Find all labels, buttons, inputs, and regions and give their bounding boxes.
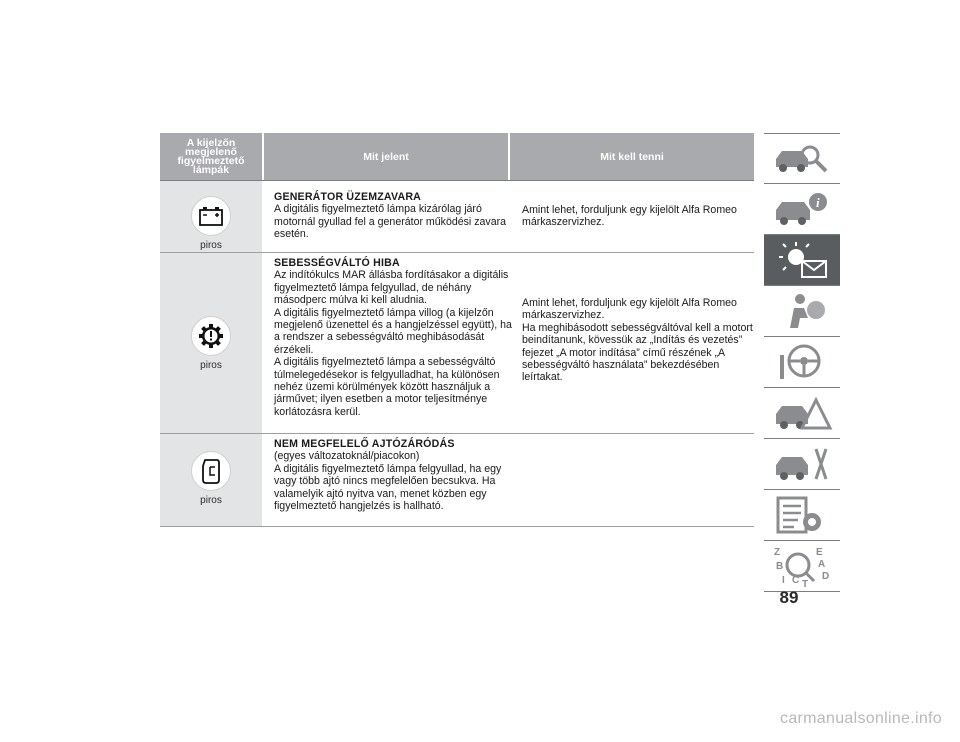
row-3-meaning-line: vagy több ajtó nincs megfelelően becsukva. Ha: [274, 475, 496, 488]
row-3-color: piros: [200, 495, 222, 506]
row-2-action-line: Amint lehet, forduljunk egy kijelölt Alfa Romeo: [522, 297, 737, 309]
row-2-meaning-line: a rendszer a sebességváltó meghibásodását: [274, 331, 485, 344]
page-number: 89: [779, 588, 799, 607]
row-3-meaning-line: (egyes változatoknál/piacokon): [274, 450, 420, 463]
row-1-meaning-line: esetén.: [274, 228, 309, 241]
tab-car-info[interactable]: [764, 184, 840, 235]
tab-technical-data[interactable]: [764, 490, 840, 541]
row-2-title: SEBESSÉGVÁLTÓ HIBA: [274, 257, 400, 269]
car-tools-icon: [770, 443, 834, 485]
svg-text:i: i: [816, 195, 820, 210]
row-2-meaning-line: A digitális figyelmeztető lámpa a sebességváltó: [274, 356, 496, 369]
row-1-meaning: [274, 191, 512, 241]
row-2-meaning-line: másodperc múlva ki kell aludnia.: [274, 294, 428, 307]
row-2-meaning-line: megjelenő üzenettel és a hangjelzéssel együtt), ha: [274, 319, 512, 332]
svg-text:B: B: [776, 561, 784, 572]
row-3-meaning-line: valamelyik ajtó nyitva van, menet közben egy: [274, 487, 487, 500]
row-2-meaning-line: korlátozásra kerül.: [274, 405, 361, 418]
checklist-gear-icon: [770, 494, 834, 536]
header-action: Mit kell tenni: [510, 133, 754, 180]
row-1-meaning-line: A digitális figyelmeztető lámpa kizárólag járó: [274, 203, 482, 216]
alphabet-index-icon: [770, 545, 834, 587]
tab-index[interactable]: [764, 541, 840, 592]
row-1-action: [522, 204, 746, 229]
svg-text:T: T: [802, 579, 809, 587]
row-2-meaning: [274, 257, 512, 418]
svg-text:C: C: [792, 575, 800, 586]
svg-text:I: I: [782, 575, 785, 586]
car-info-icon: [770, 188, 834, 230]
svg-text:D: D: [822, 571, 830, 582]
row-2-action: [522, 297, 753, 384]
row-1-color: piros: [200, 240, 222, 251]
row-1-meaning-line: motornál gyullad fel a generátor működési zavara: [274, 215, 507, 228]
row-divider: [160, 433, 754, 434]
row-2-meaning-line: Az indítókulcs MAR állásba fordításakor a digitális: [274, 269, 509, 282]
row-2-meaning-line: A digitális figyelmeztető lámpa villog (a kijelzőn: [274, 306, 494, 319]
tab-warning-lights[interactable]: [764, 235, 840, 286]
airbag-person-icon: [770, 290, 834, 332]
row-2-meaning-line: járművet; ilyen esetben a motor teljesítménye: [274, 393, 488, 406]
watermark: carmanualsonline.info: [780, 710, 942, 727]
light-envelope-icon: [770, 239, 834, 281]
car-wrench-icon: [770, 137, 834, 179]
row-2-action-line: sebességváltó használata” bekezdésében: [522, 359, 720, 372]
tab-maintenance[interactable]: [764, 439, 840, 490]
row-2-meaning-line: érzékeli.: [274, 343, 314, 356]
header-warning-lights: A kijelzőn megjelenő figyelmeztető lámpák: [160, 133, 262, 180]
tab-emergency[interactable]: [764, 388, 840, 439]
row-2-icon-cell: [160, 316, 262, 371]
row-2-color: piros: [200, 360, 222, 371]
row-2-action-line: fejezet „A motor indítása” című részének „A: [522, 346, 726, 359]
header-meaning: Mit jelent: [264, 133, 508, 180]
svg-text:A: A: [818, 559, 826, 570]
tab-driving[interactable]: [764, 337, 840, 388]
row-3-meaning-line: A digitális figyelmeztető lámpa felgyullad, ha egy: [274, 462, 502, 475]
row-2-meaning-line: figyelmeztető lámpa felgyullad, de néhány: [274, 281, 472, 294]
svg-text:E: E: [816, 547, 823, 558]
row-1-title: GENERÁTOR ÜZEMZAVARA: [274, 191, 422, 203]
row-3-meaning: [274, 438, 512, 512]
row-3-title: NEM MEGFELELŐ AJTÓZÁRÓDÁS: [274, 438, 455, 450]
door-open-icon: [191, 451, 231, 491]
row-3-meaning-line: figyelmeztető hangjelzés is hallható.: [274, 500, 444, 513]
row-1-action-line: Amint lehet, forduljunk egy kijelölt Alfa Romeo: [522, 204, 737, 216]
car-warning-triangle-icon: [770, 392, 834, 434]
tab-car-knowledge[interactable]: [764, 133, 840, 184]
row-2-action-line: márkaszervizhez.: [522, 309, 605, 322]
tab-safety[interactable]: [764, 286, 840, 337]
gearbox-fault-icon: [191, 316, 231, 356]
row-1-action-line: márkaszervizhez.: [522, 216, 605, 229]
row-1-icon-cell: [160, 196, 262, 251]
steering-wheel-icon: [770, 341, 834, 383]
table-bottom-border: [160, 526, 754, 527]
row-3-icon-cell: [160, 451, 262, 506]
row-2-meaning-line: nehéz üzemi körülmények között használjuk a: [274, 381, 491, 394]
row-2-action-line: beindítanunk, kövessük az „Indítás és vezetés”: [522, 334, 743, 347]
battery-icon: [191, 196, 231, 236]
row-2-action-line: Ha meghibásodott sebességváltóval kell a motort: [522, 321, 753, 334]
row-2-action-line: leírtakat.: [522, 371, 563, 384]
row-divider: [160, 252, 754, 253]
svg-text:Z: Z: [774, 547, 781, 558]
row-2-meaning-line: túlmelegedésekor is felgyulladhat, ha különösen: [274, 368, 500, 381]
